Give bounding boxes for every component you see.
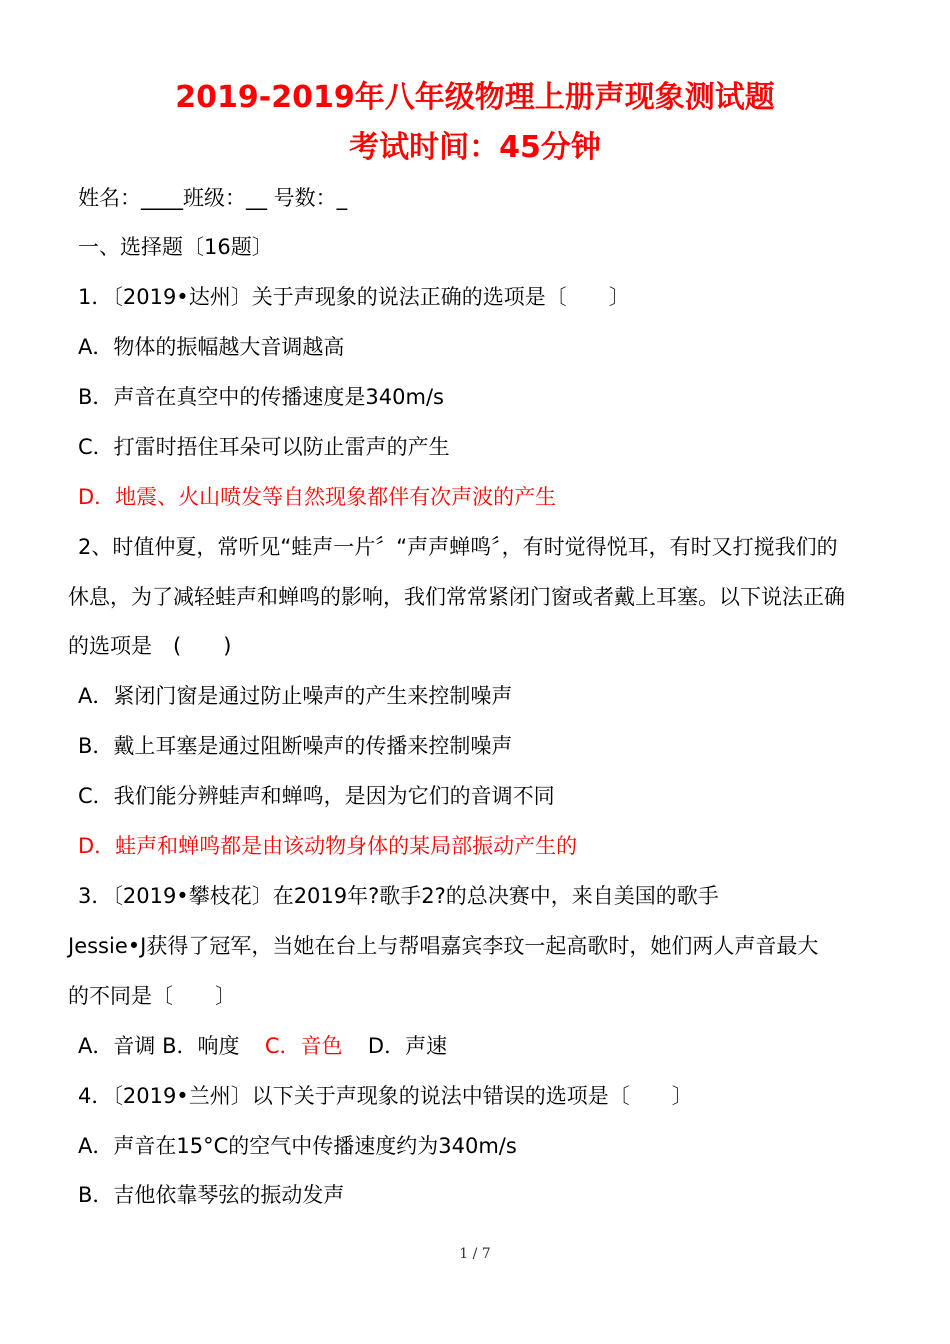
question-4-stem: 4．〔2019•兰州〕以下关于声现象的说法中错误的选项是〔 〕: [78, 1084, 693, 1108]
question-3-options: [78, 1032, 447, 1060]
question-3-option-c-answer: C．音色: [264, 1034, 343, 1058]
question-3-stem-line-3: 的不同是〔 〕: [68, 984, 236, 1008]
question-2-stem-line-3: 的选项是 ( ): [68, 634, 232, 658]
question-2-option-d-answer: D．蛙声和蝉鸣都是由该动物身体的某局部振动产生的: [78, 834, 578, 858]
question-3-option-a: A．音调: [78, 1034, 156, 1058]
document-title: 2019-2019年八年级物理上册声现象测试题: [175, 80, 775, 115]
question-1-option-d-answer: D．地震、火山喷发等自然现象都伴有次声波的产生: [78, 485, 557, 509]
question-4-option-b: B．吉他依靠琴弦的振动发声: [78, 1183, 345, 1207]
question-1-option-c: C．打雷时捂住耳朵可以防止雷声的产生: [78, 435, 450, 459]
question-4-option-a: A．声音在15°C的空气中传播速度约为340m/s: [78, 1134, 517, 1158]
question-3-option-d: D．声速: [367, 1034, 448, 1058]
question-3-stem-line-1: 3．〔2019•攀枝花〕在2019年?歌手2?的总决赛中，来自美国的歌手: [78, 884, 719, 908]
question-3-stem-line-2: Jessie•J获得了冠军，当她在台上与帮唱嘉宾李玟一起高歌时，她们两人声音最大: [68, 934, 819, 958]
question-2-stem-line-2: 休息，为了减轻蛙声和蝉鸣的影响，我们常常紧闭门窗或者戴上耳塞。以下说法正确: [68, 585, 845, 609]
question-2-option-a: A．紧闭门窗是通过防止噪声的产生来控制噪声: [78, 684, 513, 708]
question-3-option-b: B．响度: [162, 1034, 240, 1058]
question-2-option-c: C．我们能分辨蛙声和蝉鸣，是因为它们的音调不同: [78, 784, 555, 808]
question-1-stem: 1．〔2019•达州〕关于声现象的说法正确的选项是〔 〕: [78, 285, 630, 309]
exam-duration: 考试时间：45分钟: [349, 130, 601, 165]
question-2-stem-line-1: 2、时值仲夏，常听见“蛙声一片〞“声声蝉鸣〞，有时觉得悦耳，有时又打搅我们的: [78, 535, 838, 559]
page-number: 1 / 7: [459, 1246, 491, 1262]
student-info-line: 姓名：____班级：__ 号数：_: [78, 186, 348, 210]
question-1-option-a: A．物体的振幅越大音调越高: [78, 335, 345, 359]
question-2-option-b: B．戴上耳塞是通过阻断噪声的传播来控制噪声: [78, 734, 513, 758]
section-heading: 一、选择题〔16题〕: [78, 235, 273, 259]
question-1-option-b: B．声音在真空中的传播速度是340m/s: [78, 385, 444, 409]
